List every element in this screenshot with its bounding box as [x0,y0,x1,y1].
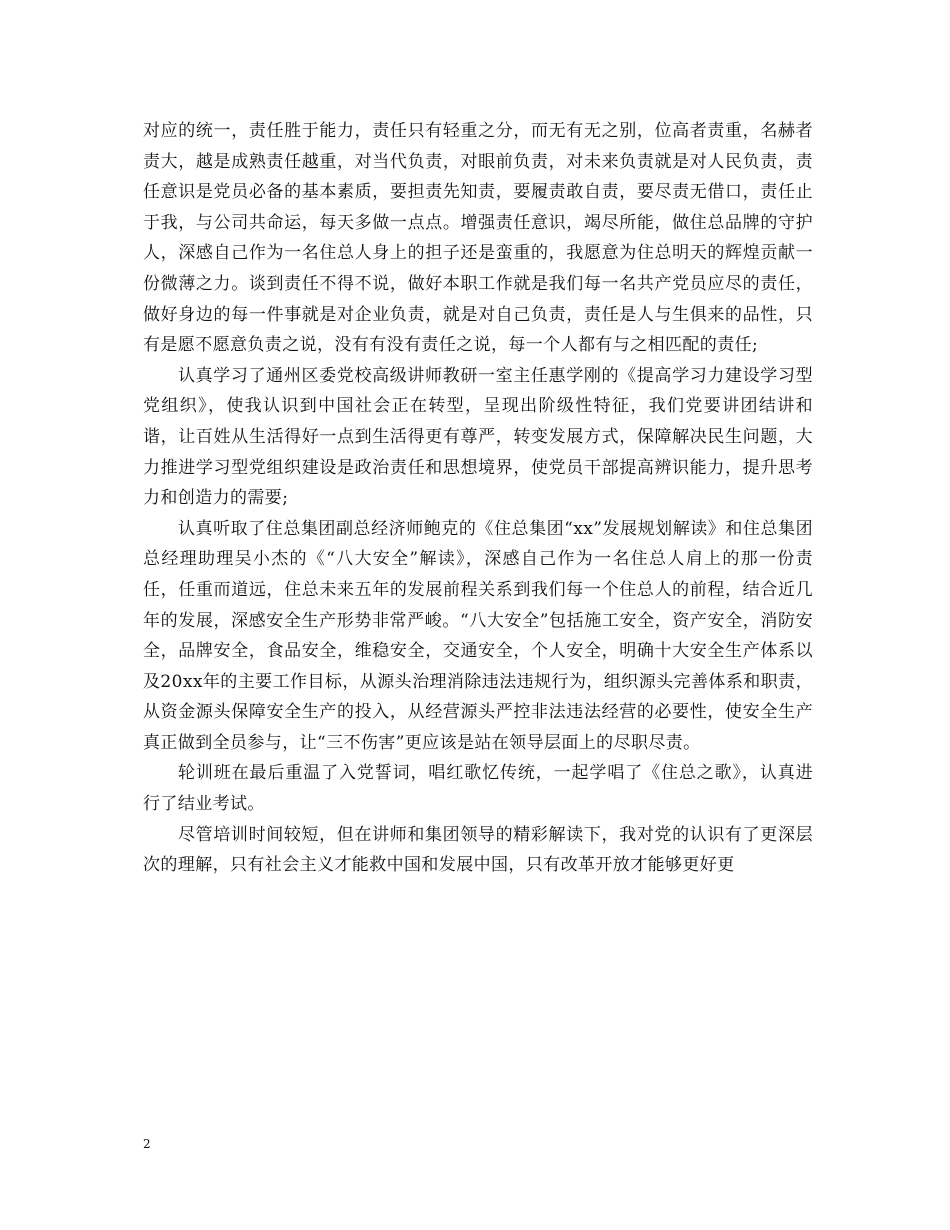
paragraph-learning-organization: 认真学习了通州区委党校高级讲师教研一室主任惠学刚的《提高学习力建设学习型党组织》，使我认识到中国社会正在转型，呈现出阶级性特征，我们党要讲团结讲和谐，让百姓从生活得好一点到生活得更有尊严，转变发展方式，保障解决民生问题，大力推进学习型党组织建设是政治责任和思想境界，使党员干部提高辨识能力，提升思考力和创造力的需要; [143,365,813,509]
page-number: 2 [143,1137,151,1151]
paragraph-oath-review: 轮训班在最后重温了入党誓词，唱红歌忆传统，一起学唱了《住总之歌》，认真进行了结业考试。 [143,763,813,815]
paragraph-responsibility: 对应的统一，责任胜于能力，责任只有轻重之分，而无有无之别，位高者责重，名赫者责大，越是成熟责任越重，对当代负责，对眼前负责，对未来负责就是对人民负责，责任意识是党员必备的基本素质，要担责先知责，要履责敢自责，要尽责无借口，责任止于我，与公司共命运，每天多做一点点。增强责任意识，竭尽所能，做住总品牌的守护人，深感自己作为一名住总人身上的担子还是蛮重的，我愿意为住总明天的辉煌贡献一份微薄之力。谈到责任不得不说，做好本职工作就是我们每一名共产党员应尽的责任，做好身边的每一件事就是对企业负责，就是对自己负责，责任是人与生俱来的品性，只有是愿不愿意负责之说，没有有没有责任之说，每一个人都有与之相匹配的责任; [143,121,813,356]
paragraph-conclusion: 尽管培训时间较短，但在讲师和集团领导的精彩解读下，我对党的认识有了更深层次的理解，只有社会主义才能救中国和发展中国，只有改革开放才能够更好更 [143,824,813,876]
paragraph-safety-interpretation: 认真听取了住总集团副总经济师鲍克的《住总集团“xx”发展规划解读》和住总集团总经理助理吴小杰的《“八大安全”解读》，深感自己作为一名住总人肩上的那一份责任，任重而道远，住总未来五年的发展前程关系到我们每一个住总人的前程，结合近几年的发展，深感安全生产形势非常严峻。“八大安全”包括施工安全，资产安全，消防安全，品牌安全，食品安全，维稳安全，交通安全，个人安全，明确十大安全生产体系以及20xx年的主要工作目标，从源头治理消除违法违规行为，组织源头完善体系和职责，从资金源头保障安全生产的投入，从经营源头严控非法违法经营的必要性，使安全生产真正做到全员参与，让“三不伤害”更应该是站在领导层面上的尽职尽责。 [143,518,813,753]
document-body [143,116,813,881]
